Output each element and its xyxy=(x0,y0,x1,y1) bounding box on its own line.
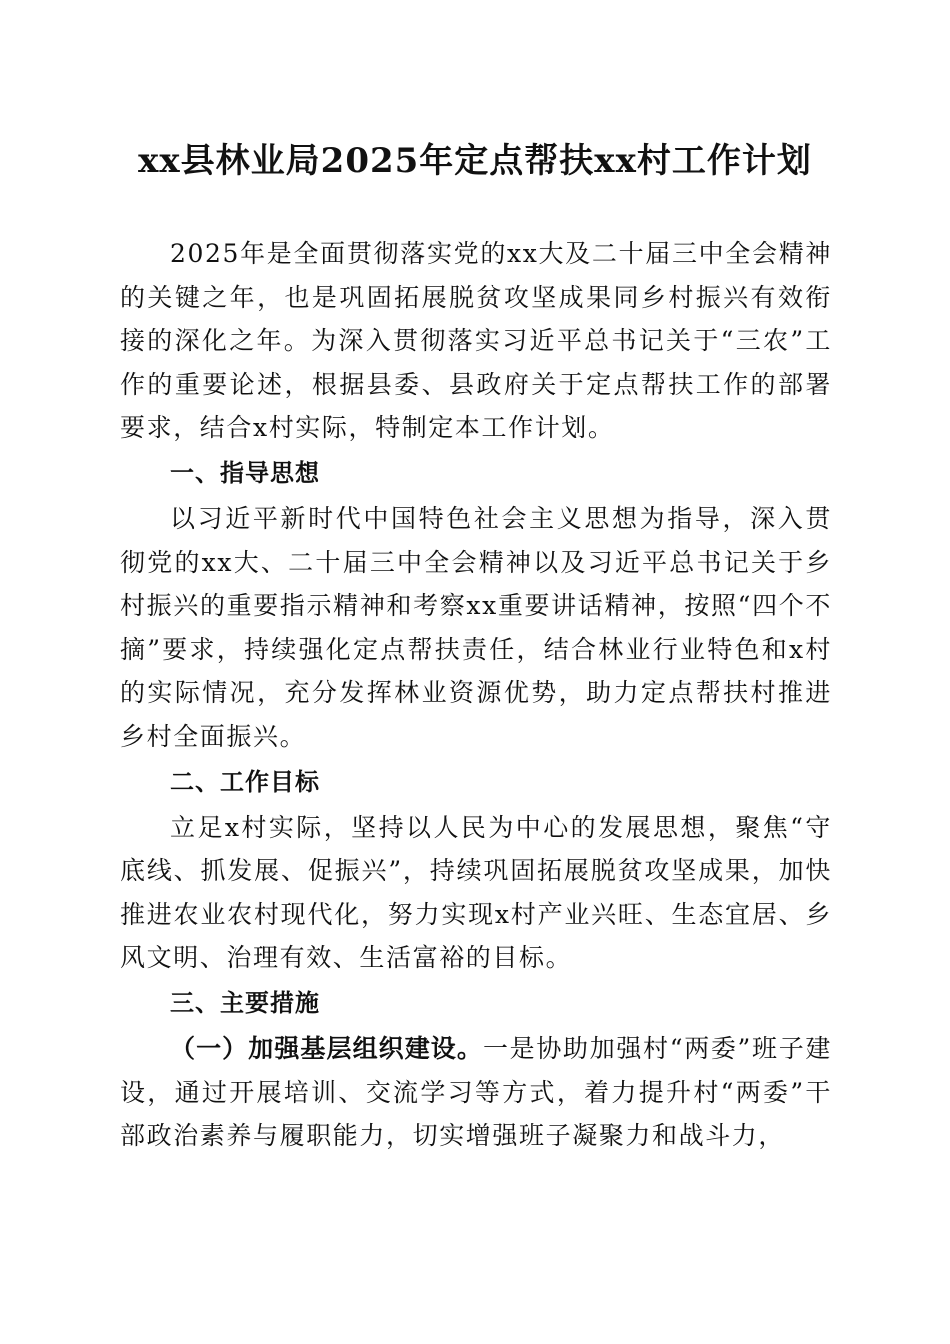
work-goals-paragraph: 立足x村实际，坚持以人民为中心的发展思想，聚焦“守底线、抓发展、促振兴”，持续巩固拓展脱贫攻坚成果，加快推进农业农村现代化，努力实现x村产业兴旺、生态宜居、乡风文明、治理有效、生活富裕的目标。 xyxy=(120,812,832,973)
intro-paragraph: 2025年是全面贯彻落实党的xx大及二十届三中全会精神的关键之年，也是巩固拓展脱贫攻坚成果同乡村振兴有效衔接的深化之年。为深入贯彻落实习近平总书记关于“三农”工作的重要论述，根据县委、县政府关于定点帮扶工作的部署要求，结合x村实际，特制定本工作计划。 xyxy=(120,239,832,443)
subsection-text: 一是协助加强村“两委”班子建设，通过开展培训、交流学习等方式，着力提升村“两委”干部政治素养与履职能力，切实增强班子凝聚力和战斗力， xyxy=(120,1033,832,1151)
document-body xyxy=(120,232,832,1158)
guiding-ideology-paragraph: 以习近平新时代中国特色社会主义思想为指导，深入贯彻党的xx大、二十届三中全会精神以及习近平总书记关于乡村振兴的重要指示精神和考察xx重要讲话精神，按照“四个不摘”要求，持续强化定点帮扶责任，结合林业行业特色和x村的实际情况，充分发挥林业资源优势，助力定点帮扶村推进乡村全面振兴。 xyxy=(120,503,832,751)
section-heading-work-goals: 二、工作目标 xyxy=(170,767,320,796)
subsection-lead: （一）加强基层组织建设。 xyxy=(170,1033,483,1063)
section-heading-main-measures: 三、主要措施 xyxy=(170,988,320,1017)
main-measures-paragraph xyxy=(120,1027,832,1158)
document-title: xx县林业局2025年定点帮扶xx村工作计划 xyxy=(138,141,812,181)
section-heading-guiding-ideology: 一、指导思想 xyxy=(170,458,320,487)
